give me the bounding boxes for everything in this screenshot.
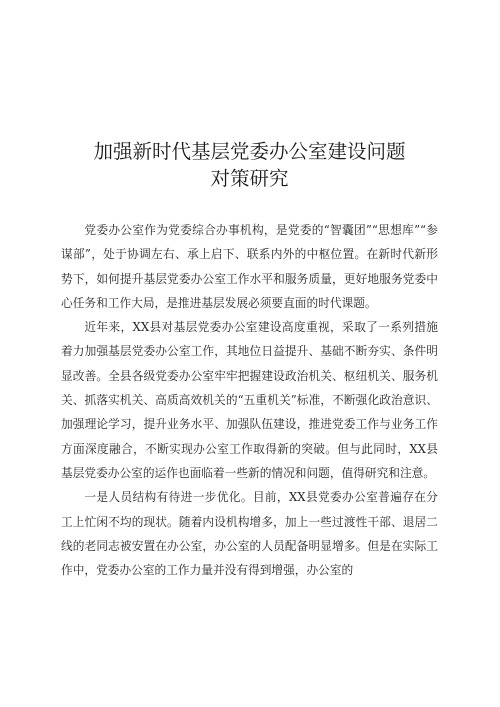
title-line-2: 对策研究 [210,167,289,190]
document-body [61,218,438,582]
document-title [61,138,438,192]
paragraph-1: 党委办公室作为党委综合办事机构，是党委的“智囊团”“思想库”“参谋部”，处于协调左右、承上启下、联系内外的中枢位置。在新时代新形势下，如何提升基层党委办公室工作水平和服务质量，更好地服务党委中心任务和工作大局，是推进基层发展必须要直面的时代课题。 [61,223,438,310]
title-line-1: 加强新时代基层党委办公室建设问题 [93,140,406,163]
paragraph-2: 近年来，XX县对基层党委办公室建设高度重视，采取了一系列措施着力加强基层党委办公室工作，其地位日益提升、基础不断夯实、条件明显改善。全县各级党委办公室牢牢把握建设政治机关、枢纽机关、服务机关、抓落实机关、高质高效机关的“五重机关”标准，不断强化政治意识、加强理论学习，提升业务水平、加强队伍建设，推进党委工作与业务工作方面深度融合，不断实现办公室工作取得新的突破。但与此同时，XX县基层党委办公室的运作也面临着一些新的情况和问题，值得研究和注意。 [61,320,438,480]
paragraph-3: 一是人员结构有待进一步优化。目前，XX县党委办公室普遍存在分工上忙闲不均的现状。随着内设机构增多，加上一些过渡性干部、退居二线的老同志被安置在办公室，办公室的人员配备明显增多。但是在实际工作中，党委办公室的工作力量并没有得到增强，办公室的 [61,490,438,578]
